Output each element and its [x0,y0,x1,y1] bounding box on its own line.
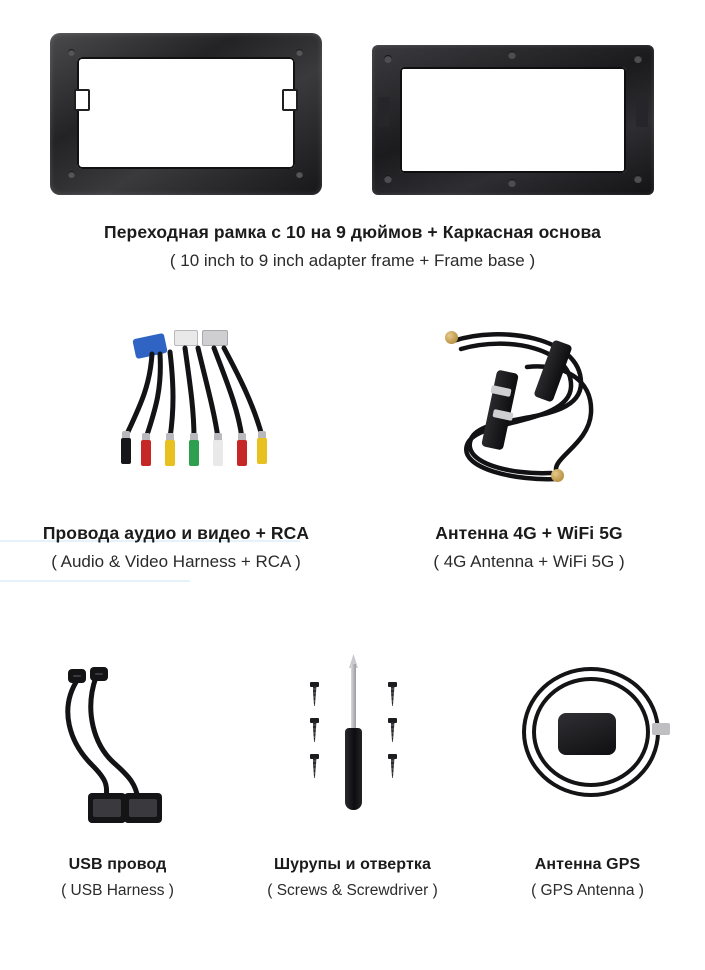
sma-connector [445,331,458,344]
gps-receiver-puck [558,713,616,755]
rca-plug-red [141,440,151,466]
frame-base-screw [508,179,516,187]
caption-antenna [353,523,705,573]
caption-screws-ru: Шурупы и отвертка [273,856,432,873]
harness-illustration [0,318,352,493]
column-screws-screwdriver [235,640,470,960]
frame-screw [296,49,303,56]
screw [388,754,397,778]
frame-notch-right [282,89,298,111]
caption-frames-ru: Переходная рамка с 10 на 9 дюймов + Каркасная основа [104,222,601,242]
frame-base-screw [508,51,516,59]
screw [310,754,319,778]
caption-harness-en: ( Audio & Video Harness + RCA ) [51,551,301,571]
column-gps-antenna [470,640,705,960]
usb-socket-b [124,793,162,823]
caption-gps-ru: Антенна GPS [534,856,641,873]
rca-plug-green [189,440,199,466]
caption-usb-en: ( USB Harness ) [61,882,174,899]
caption-antenna-en: ( 4G Antenna + WiFi 5G ) [433,551,625,571]
section-accessories [0,640,705,960]
caption-frames [0,222,705,272]
screws-illustration [235,640,470,835]
caption-frames-en: ( 10 inch to 9 inch adapter frame + Frame base ) [169,250,536,270]
antenna-cables [431,323,641,493]
frame-base-screw [384,175,392,183]
caption-harness-ru: Провода аудио и видео + RCA [42,523,310,543]
column-audio-video-harness [0,318,352,608]
frame-base-tab-left [378,97,390,127]
screwdriver-shaft [351,664,356,730]
frame-screw [68,171,75,178]
screw [310,682,319,706]
screwdriver-handle [345,728,362,810]
frame-base-image [372,45,654,195]
section-frames [0,0,705,300]
caption-screws [235,855,470,901]
frame-base-tab-right [636,97,648,127]
caption-gps-en: ( GPS Antenna ) [531,882,644,899]
caption-usb [0,855,235,901]
sma-connector [551,469,564,482]
adapter-frame-image [50,33,322,195]
rca-plug-white [213,440,223,466]
usb-plug-a [68,669,86,683]
section-harness-antenna [0,318,705,608]
rca-plug-yellow-2 [257,438,267,464]
rca-plug-black [121,438,131,464]
caption-harness [0,523,352,573]
frame-base-screw [634,55,642,63]
usb-plug-b [90,667,108,681]
screw [388,682,397,706]
rca-plug-yellow [165,440,175,466]
gps-illustration [470,640,705,835]
frame-notch-left [74,89,90,111]
caption-antenna-ru: Антенна 4G + WiFi 5G [435,523,623,543]
frame-base-screw [634,175,642,183]
caption-usb-ru: USB провод [68,856,167,873]
usb-socket-a [88,793,126,823]
screw [388,718,397,742]
column-usb-harness [0,640,235,960]
caption-screws-en: ( Screws & Screwdriver ) [267,882,438,899]
caption-gps [470,855,705,901]
frame-screw [68,49,75,56]
column-4g-wifi-antenna [353,318,705,608]
harness-wires [90,326,290,491]
antenna-illustration [353,318,705,493]
gps-connector [652,723,670,735]
rca-plug-red-2 [237,440,247,466]
screw [310,718,319,742]
frames-illustration [0,25,705,205]
usb-illustration [0,640,235,835]
frame-base-screw [384,55,392,63]
frame-screw [296,171,303,178]
